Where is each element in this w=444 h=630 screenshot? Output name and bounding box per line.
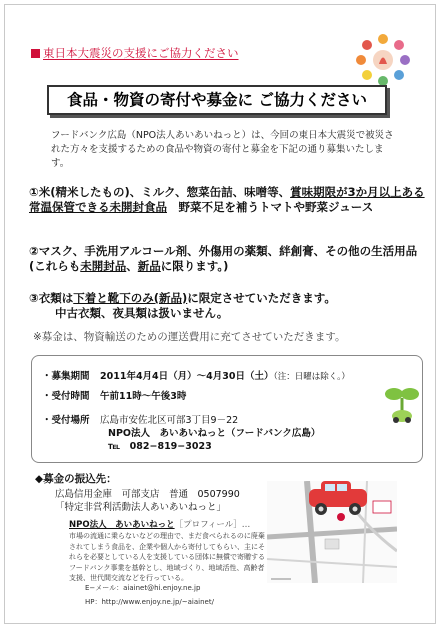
bank-account: 広島信用金庫 可部支店 普通 0507990 <box>55 489 240 500</box>
item-subtext: 中古衣類、夜具類は扱いません。 <box>55 306 229 320</box>
disaster-support-link[interactable] <box>31 45 239 61</box>
period-note: （注：日曜は除く。） <box>273 372 350 382</box>
bank-title: ◆募金の振込先： <box>35 473 117 485</box>
delivery-car-icon <box>299 475 379 519</box>
npo-profile-label: ［プロフィール］… <box>174 520 251 530</box>
headline-text: 食品・物資の寄付や募金に ご協力ください <box>67 91 367 109</box>
item-text: 野菜不足を補うトマトや野菜ジュース <box>167 200 374 214</box>
donation-note: ※募金は、物資輸送のための運送費用に充てさせていただきます。 <box>33 331 346 343</box>
disaster-link-text: 東日本大震災の支援にご協力ください <box>43 46 239 60</box>
item-text: 米(精米したもの)、ミルク、惣菜缶詰、味噌等、 <box>38 185 291 199</box>
period-row <box>42 368 350 382</box>
item-underlined-text: 新品 <box>137 259 161 273</box>
item-food <box>29 185 425 215</box>
sprout-mascot-icon <box>382 384 422 424</box>
npo-name: NPO法人 あいあいねっと <box>69 520 175 530</box>
place-address: 広島市安佐北区可部3丁目9－22 <box>100 415 239 426</box>
item-text: に限定させていただきます。 <box>187 291 336 305</box>
item-text: 衣類は <box>38 291 74 305</box>
period-value: 2011年4月4日（月）〜4月30日（土） <box>100 371 274 382</box>
item-text: マスク、手洗用アルコール剤、外傷用の薬類、絆創膏、その他の生活用品(これらも <box>29 244 418 273</box>
place-org: NPO法人 あいあいねっと（フードバンク広島） <box>108 428 321 439</box>
intro-paragraph: フードバンク広島（NPO法人あいあいねっと）は、今回の東日本大震災で被災された方々を支援するための食品や物資の寄付と募金を下記の通り募集いたします。 <box>51 130 394 169</box>
place-tel: ℡ 082−819−3023 <box>108 441 212 452</box>
item-text: 、 <box>126 259 138 273</box>
item-number: ③ <box>29 291 39 305</box>
org-logo-icon <box>353 31 413 89</box>
hours-row <box>42 388 186 402</box>
hours-label: ・受付時間 <box>42 391 90 402</box>
npo-description: 市場の流通に乗らないなどの理由で、まだ食べられるのに廃棄されてしまう食品を、企業や個人から寄付してもらい、主にそれらを必要としている人を支援している団体に無償で寄贈するフードバンク事業を基幹とし、地域づくり、地域活性、高齢者支援、世代間交流などを行っている。 <box>69 532 265 582</box>
item-underlined-text: 賞味期限が3か月以上ある常温保管できる未開封食品 <box>29 185 425 214</box>
item-number: ② <box>29 244 39 258</box>
item-text: に限ります。) <box>160 259 229 273</box>
item-underlined-text: 下着と靴下のみ(新品) <box>73 291 188 305</box>
bank-account-name: 「特定非営利活動法人あいあいねっと」 <box>55 502 227 513</box>
place-row <box>42 412 238 426</box>
item-number: ① <box>29 185 39 199</box>
npo-homepage[interactable]: HP：http://www.enjoy.ne.jp/~aiainet/ <box>85 598 214 606</box>
flyer-page <box>4 4 436 624</box>
period-label: ・募集期間 <box>42 371 90 382</box>
info-box <box>31 355 423 463</box>
place-label: ・受付場所 <box>42 415 90 426</box>
headline-banner <box>47 85 387 115</box>
npo-header <box>69 518 250 530</box>
item-underlined-text: 未開封品 <box>80 259 127 273</box>
hours-value: 午前11時〜午後3時 <box>100 391 187 402</box>
npo-email[interactable]: E−メール：aiainet@hi.enjoy.ne.jp <box>85 584 201 592</box>
item-supplies <box>29 244 425 274</box>
item-clothing <box>29 291 425 321</box>
red-square-bullet-icon <box>31 49 40 58</box>
